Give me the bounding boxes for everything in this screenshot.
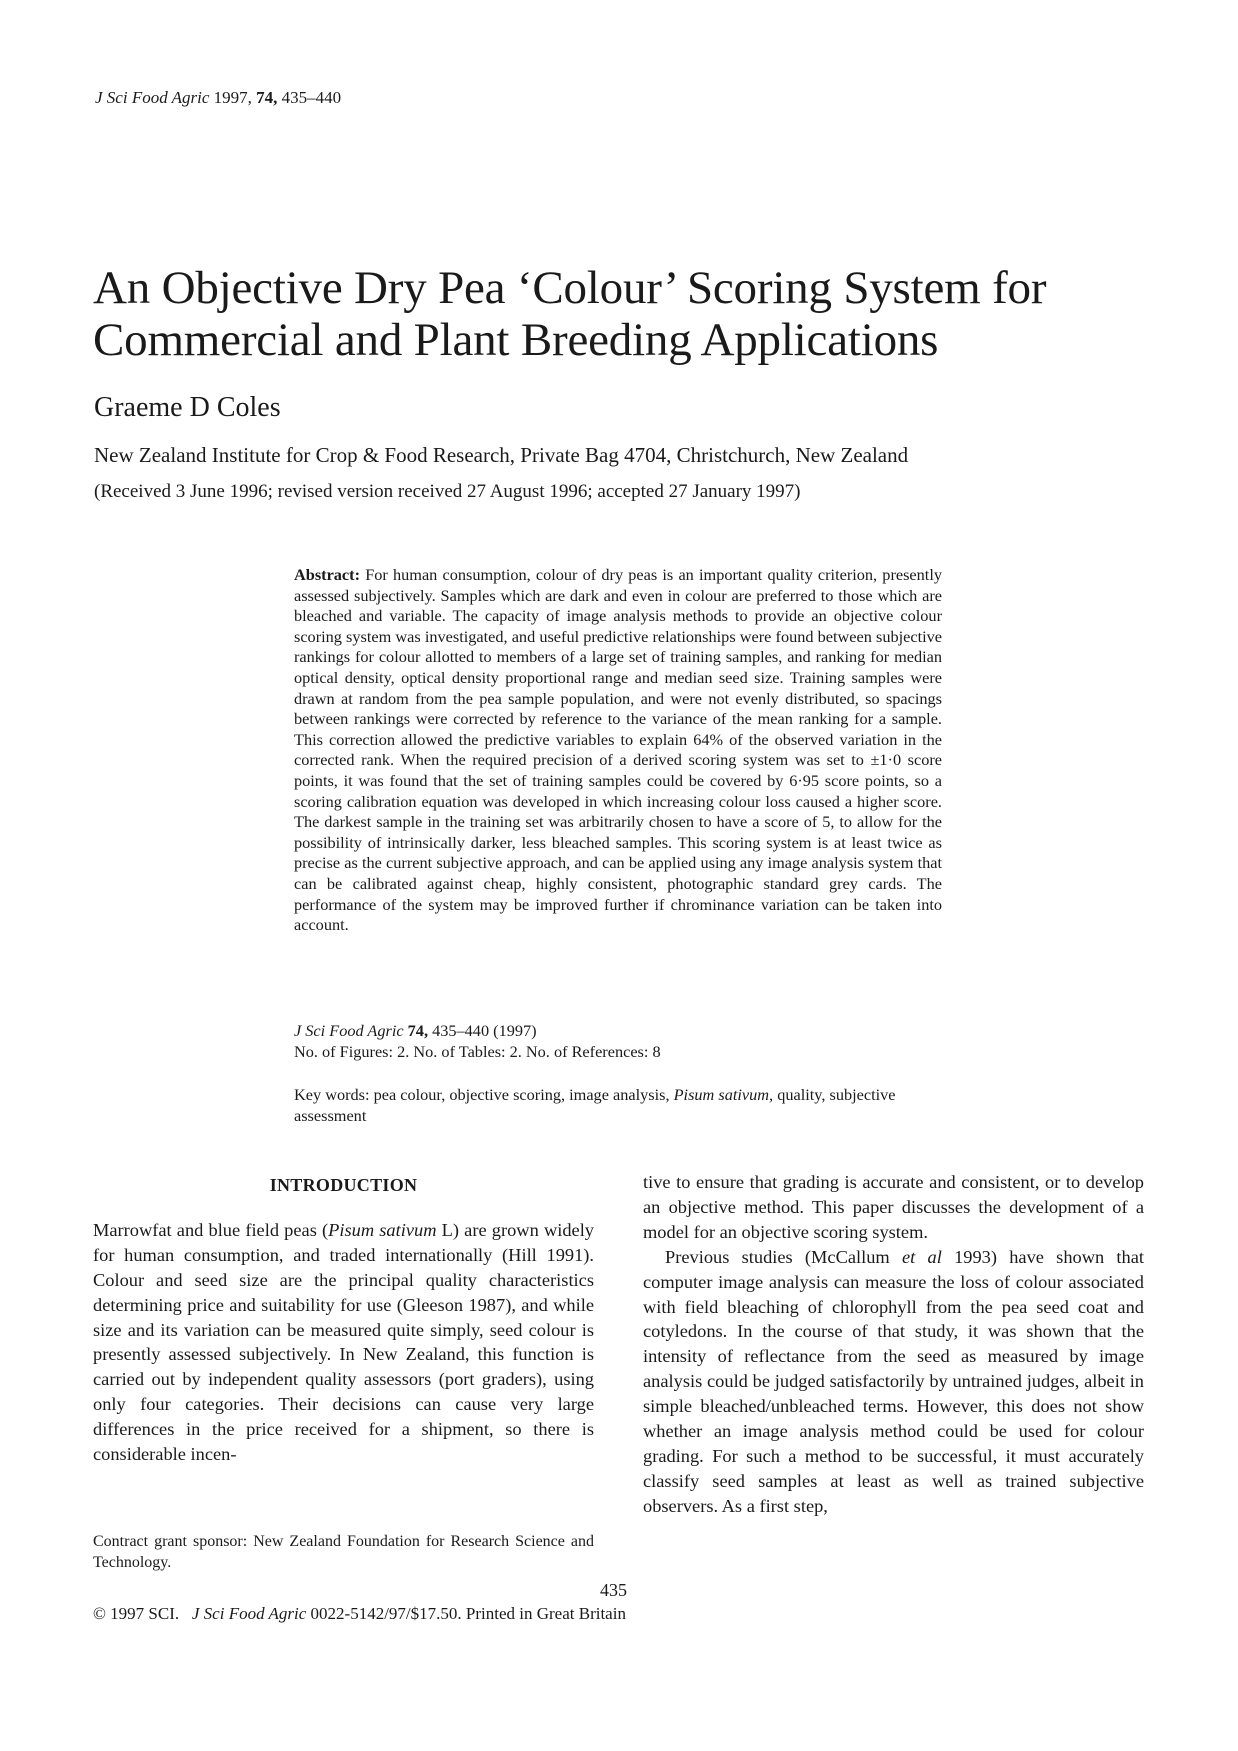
running-head-journal: J Sci Food Agric	[95, 88, 210, 107]
article-title-line-2: Commercial and Plant Breeding Applications	[93, 314, 939, 366]
copyright-prefix: © 1997 SCI.	[93, 1604, 180, 1623]
keywords-before: Key words: pea colour, objective scoring, image analysis,	[294, 1085, 670, 1104]
abstract-paragraph	[294, 565, 942, 936]
introduction-paragraph-2	[643, 1245, 1144, 1519]
citation-pages: 435–440 (1997)	[432, 1021, 537, 1040]
introduction-heading: INTRODUCTION	[269, 1175, 418, 1195]
abstract-label: Abstract:	[294, 565, 361, 584]
running-head-volume: 74,	[256, 88, 278, 107]
received-dates: (Received 3 June 1996; revised version received 27 August 1996; accepted 27 January 1997)	[94, 481, 801, 502]
copyright-rest: 0022-5142/97/$17.50. Printed in Great Britain	[310, 1604, 626, 1623]
intro-p2-etal: et al	[901, 1246, 942, 1267]
copyright-journal: J Sci Food Agric	[191, 1604, 307, 1623]
author-affiliation: New Zealand Institute for Crop & Food Research, Private Bag 4704, Christchurch, New Zealand	[94, 443, 909, 467]
article-title-line-1: An Objective Dry Pea ‘Colour’ Scoring System for	[93, 262, 1047, 314]
running-head	[95, 88, 341, 108]
page-number: 435	[600, 1580, 627, 1600]
keywords-after: quality, subjective assessment	[294, 1085, 896, 1125]
citation-block	[294, 1021, 942, 1062]
running-head-year: 1997,	[213, 88, 252, 107]
introduction-paragraph-1	[93, 1218, 594, 1467]
copyright-line	[93, 1604, 626, 1624]
intro-p2-rest: 1993) have shown that computer image analysis can measure the loss of colour associated with field bleaching of chlorophyll from the pea seed coat and cotyledons. In the course of that study, it was shown that the intensity of reflectance from the seed as measured by image analysis could be judged satisfactorily by untrained judges, albeit in simple bleached/unbleached terms. However, this does not show whether an image analysis method could be used for colour grading. For such a method to be successful, it must accurately classify seed samples at least as well as trained subjective observers. As a first step,	[643, 1246, 1145, 1516]
citation-journal: J Sci Food Agric	[294, 1021, 404, 1040]
funding-footnote: Contract grant sponsor: New Zealand Foundation for Research Science and Technology.	[93, 1533, 594, 1571]
body-column-left	[93, 1170, 594, 1467]
intro-p1-start: Marrowfat and blue field peas (	[93, 1219, 329, 1240]
citation-counts: No. of Figures: 2. No. of Tables: 2. No. of References: 8	[294, 1041, 661, 1061]
abstract	[294, 565, 942, 936]
keywords-species: Pisum sativum,	[673, 1085, 774, 1104]
citation-volume: 74,	[407, 1021, 429, 1040]
body-column-right	[643, 1170, 1144, 1519]
keywords	[294, 1085, 942, 1126]
intro-p1-rest: L) are grown widely for human consumption, and traded internationally (Hill 1991). Colour and seed size are the principal quality characteristics determining price and suitability for use (Gleeson 1987), and while size and its variation can be measured quite simply, seed colour is presently assessed subjectively. In New Zealand, this function is carried out by independent quality assessors (port graders), using only four categories. Their decisions can cause very large differences in the price received for a shipment, so there is considerable incen-	[93, 1219, 594, 1465]
running-head-pages: 435–440	[281, 88, 342, 107]
author-name: Graeme D Coles	[94, 392, 281, 423]
citation-reference	[294, 1021, 942, 1042]
intro-p2-start: Previous studies (McCallum	[665, 1246, 890, 1267]
article-title	[93, 262, 1193, 366]
abstract-text: For human consumption, colour of dry peas is an important quality criterion, presently assessed subjectively. Samples which are dark and even in colour are preferred to those which are bleached and variable. The capacity of image analysis methods to provide an objective colour scoring system was investigated, and useful predictive relationships were found between subjective rankings for colour allotted to members of a large set of training samples, and ranking for median optical density, optical density proportional range and median seed size. Training samples were drawn at random from the pea sample population, and were not evenly distributed, so spacings between rankings were corrected by reference to the variance of the mean ranking for a sample. This correction allowed the predictive variables to explain 64% of the observed variation in the corrected rank. When the required precision of a derived scoring system was set to ±1·0 score points, it was found that the set of training samples could be covered by 6·95 score points, so a scoring calibration equation was developed in which increasing colour loss caused a higher score. The darkest sample in the training set was arbitrarily chosen to have a score of 5, to allow for the possibility of intrinsically darker, less bleached samples. This scoring system is at least twice as precise as the current subjective approach, and can be applied using any image analysis system that can be calibrated against cheap, highly consistent, photographic standard grey cards. The performance of the system may be improved further if chrominance variation can be taken into account.	[294, 565, 942, 935]
intro-p1-species: Pisum sativum	[328, 1219, 437, 1240]
introduction-paragraph-1-continued: tive to ensure that grading is accurate and consistent, or to develop an objective method. This paper discusses the development of a model for an objective scoring system.	[643, 1172, 1144, 1242]
